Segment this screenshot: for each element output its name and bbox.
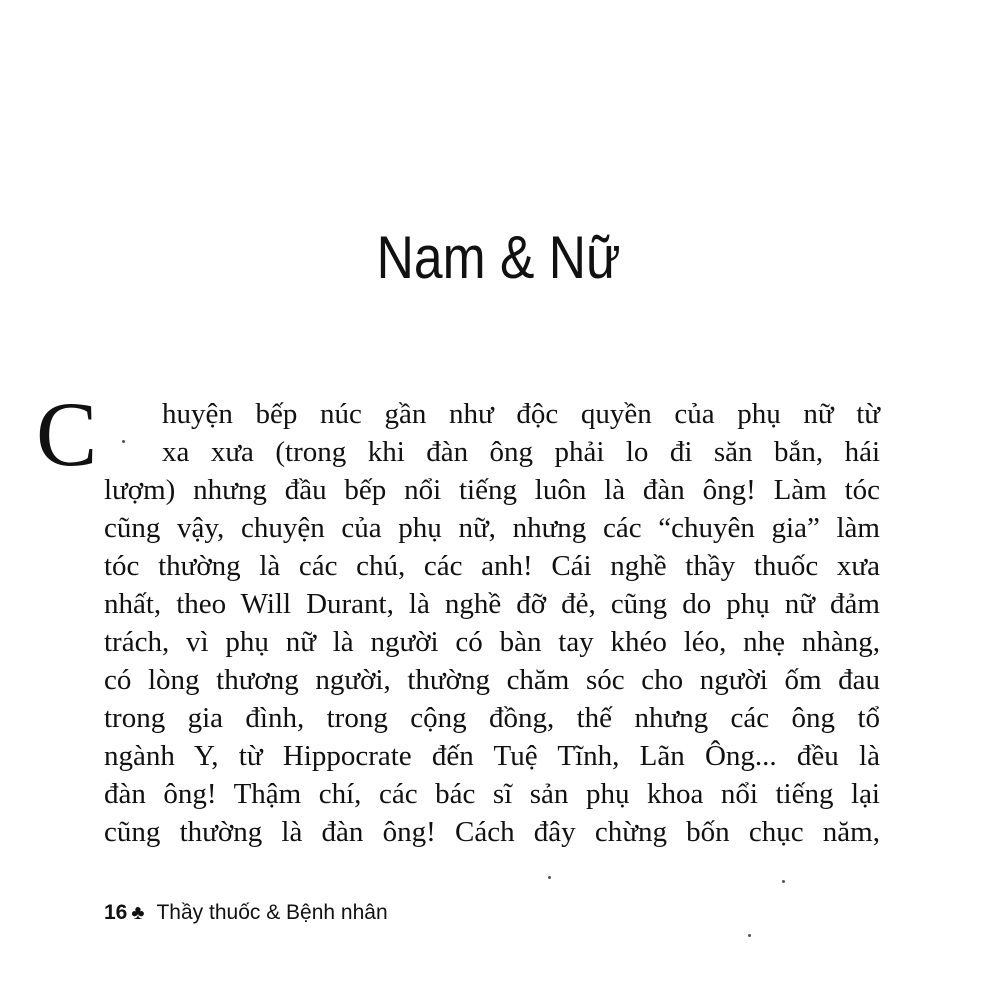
text-line: đàn ông! Thậm chí, các bác sĩ sản phụ khoa nổi tiếng lại xyxy=(104,778,880,810)
scan-speck xyxy=(748,934,751,937)
drop-cap: C xyxy=(36,383,98,485)
text-line: huyện bếp núc gần như độc quyền của phụ nữ từ xyxy=(162,398,880,430)
text-line: trong gia đình, trong cộng đồng, thế nhưng các ông tổ xyxy=(104,702,880,734)
scan-speck xyxy=(548,876,551,879)
text-line: cũng thường là đàn ông! Cách đây chừng bốn chục năm, xyxy=(104,816,880,848)
scan-speck xyxy=(782,880,785,883)
scan-speck xyxy=(122,440,125,443)
page-footer xyxy=(104,898,388,928)
text-line: trách, vì phụ nữ là người có bàn tay khéo léo, nhẹ nhàng, xyxy=(104,626,880,658)
text-line: ngành Y, từ Hippocrate đến Tuệ Tĩnh, Lãn Ông... đều là xyxy=(104,740,880,772)
text-line: có lòng thương người, thường chăm sóc cho người ốm đau xyxy=(104,664,880,696)
club-icon: ♣ xyxy=(131,902,145,924)
chapter-title: Nam & Nữ xyxy=(376,224,621,291)
text-line: lượm) nhưng đầu bếp nổi tiếng luôn là đàn ông! Làm tóc xyxy=(104,474,880,506)
text-line: cũng vậy, chuyện của phụ nữ, nhưng các “chuyên gia” làm xyxy=(104,512,880,544)
running-title: Thầy thuốc & Bệnh nhân xyxy=(156,901,388,924)
text-line: xa xưa (trong khi đàn ông phải lo đi săn bắn, hái xyxy=(162,436,880,468)
page-number: 16 xyxy=(104,901,128,924)
text-line: nhất, theo Will Durant, là nghề đỡ đẻ, cũng do phụ nữ đảm xyxy=(104,588,880,620)
text-line: tóc thường là các chú, các anh! Cái nghề thầy thuốc xưa xyxy=(104,550,880,582)
